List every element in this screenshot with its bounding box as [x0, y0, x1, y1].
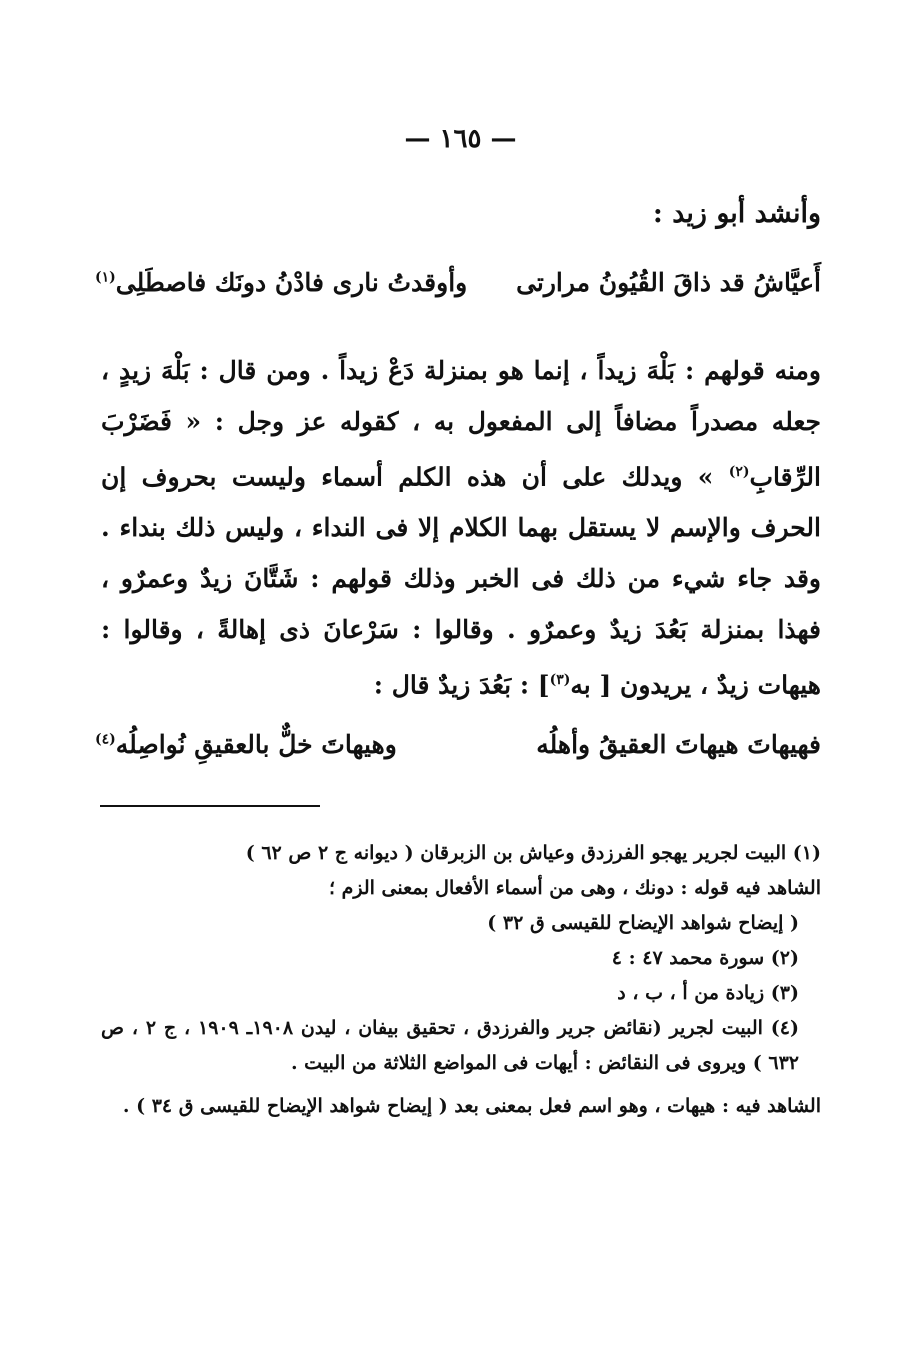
prose-paragraph: ومنه قولهم : بَلْهَ زيداً ، إنما هو بمنزلة دَعْ زيداً . ومن قال : بَلْهَ زيدٍ ، جعله مصدراً مضافاً إلى المفعول به ، كقوله عز وجل : « فَضَرْبَ الرِّقابِ$^{(٢)}$ » ويدلك على أن هذه الكلم أسماء وليست بحروف إن الحرف والإسم لا يستقل بهما الكلام إلا فى النداء ، وليس ذلك بنداء . وقد جاء شيء من ذلك فى الخبر وذلك قولهم : شَتَّانَ زيدٌ وعمرٌو ، فهذا بمنزلة بَعُدَ زيدٌ وعمرٌو . وقالوا : سَرْعانَ ذى إهالةً ، وقالوا : هيهات زيدٌ ، يريدون [ به$^{(٣)}$] : بَعُدَ زيدٌ قال : — [101, 356, 821, 700]
footnote-ref-3: (٣) — [549, 672, 571, 689]
verse-2-second-hemistich: وهيهاتَ خلٌّ بالعقيقِ نُواصِلُه$^{(٤)}$ — [95, 730, 397, 759]
footnotes — [101, 836, 821, 1124]
verse-1-second-hemistich: وأوقدتُ نارى فادْنُ دونَك فاصطَلِى$^{(١)}$ — [95, 268, 468, 297]
footnote-ref-4: (٤) — [95, 731, 116, 748]
footnote-4: (٤) البيت لجرير (نقائض جرير والفرزدق ، تحقيق بيفان ، ليدن ١٩٠٨ـ ١٩٠٩ ، ج ٢ ، ص ٦٣٢ ) ويروى فى النقائض : أيهات فى المواضع الثلاثة من البيت . — [101, 1017, 799, 1074]
verse-1 — [95, 268, 821, 297]
footnote-2: (٢) سورة محمد ٤٧ : ٤ — [611, 947, 799, 969]
prose-body — [101, 345, 821, 711]
footnote-ref-2: (٢) — [728, 464, 750, 480]
footnote-1-line-2: الشاهد فيه قوله : دونك ، وهى من أسماء الأفعال بمعنى الزم ؛ — [328, 877, 821, 899]
footnote-ref-1: (١) — [95, 269, 116, 286]
verse-1-first-hemistich: أَعيَّاشُ قد ذاقَ القُيُونُ مرارتى — [516, 268, 821, 297]
footnote-1-line-3: ( إيضاح شواهد الإيضاح للقيسى ق ٣٢ ) — [487, 912, 799, 934]
footnote-1-line-1: (١) البيت لجرير يهجو الفرزدق وعياش بن الزبرقان ( ديوانه ج ٢ ص ٦٢ ) — [245, 842, 821, 864]
footnote-3: (٣) زيادة من أ ، ب ، د — [617, 982, 799, 1004]
page-number: — ١٦٥ — — [404, 124, 517, 154]
verse-2-first-hemistich: فهيهاتَ هيهاتَ العقيقُ وأهلُه — [536, 730, 821, 759]
verse-2 — [95, 730, 821, 759]
footnote-4-witness: الشاهد فيه : هيهات ، وهو اسم فعل بمعنى بعد ( إيضاح شواهد الإيضاح للقيسى ق ٣٤ ) . — [122, 1095, 821, 1117]
verse-intro: وأنشد أبو زيد : — [652, 198, 821, 229]
footnote-divider — [100, 805, 320, 807]
